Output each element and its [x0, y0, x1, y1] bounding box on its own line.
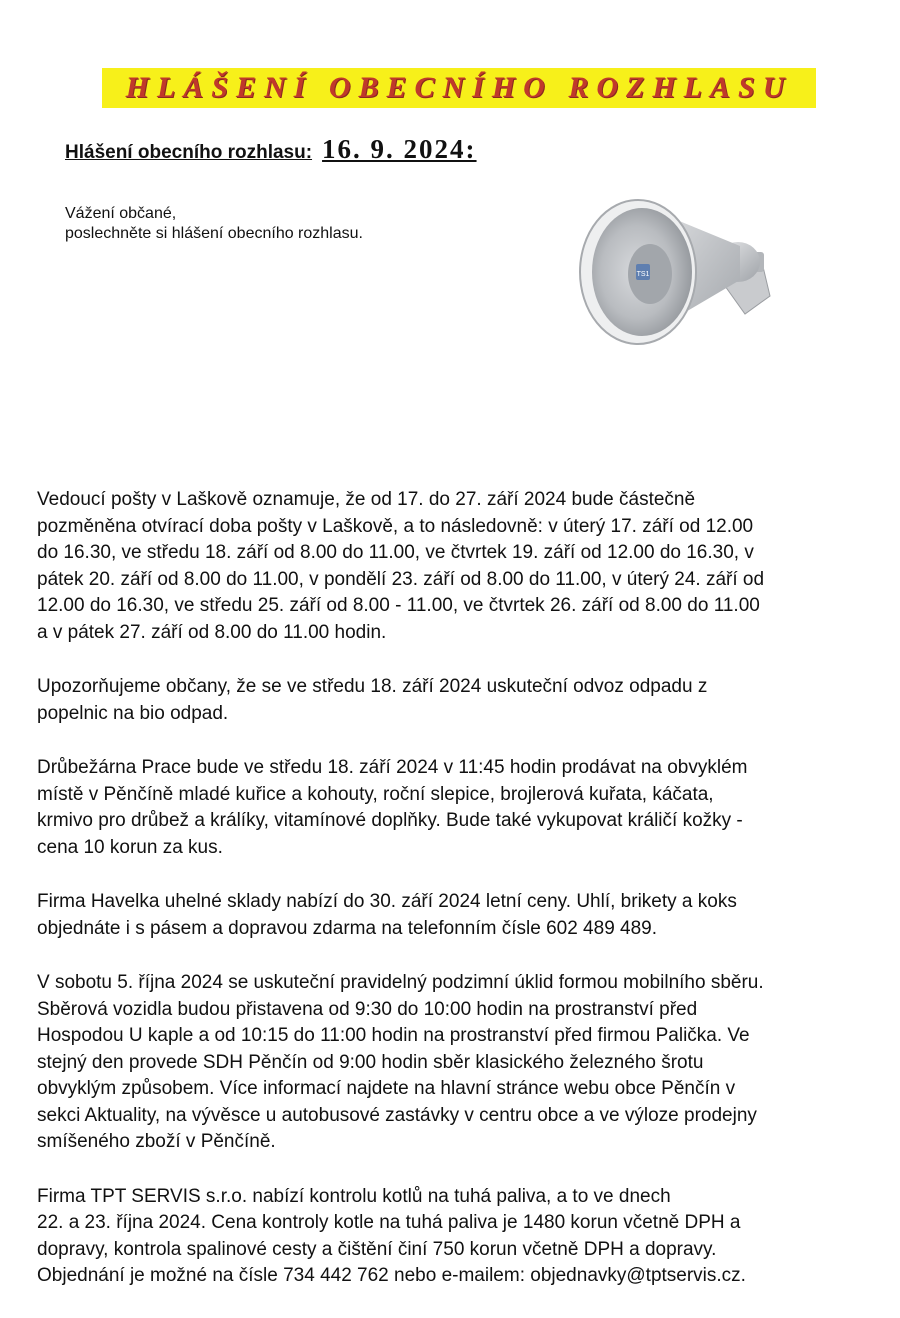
text-line: místě v Pěnčíně mladé kuřice a kohouty, roční slepice, brojlerová kuřata, káčata, — [37, 783, 714, 805]
announcement-post-office — [37, 487, 867, 646]
title-banner — [102, 68, 816, 108]
text-line: Objednání je možné na čísle 734 442 762 nebo e-mailem: objednavky@tptservis.cz. — [37, 1265, 746, 1286]
text-line: sekci Aktuality, na vývěsce u autobusové zastávky v centru obce a ve výloze prodejny — [37, 1104, 757, 1126]
text-line: popelnic na bio odpad. — [37, 702, 229, 724]
text-line: smíšeného zboží v Pěnčíně. — [37, 1131, 276, 1152]
text-line: do 16.30, ve středu 18. září od 8.00 do 11.00, ve čtvrtek 19. září od 12.00 do 16.30, v — [37, 542, 754, 563]
text-line: Hospodou U kaple a od 10:15 do 11:00 hodin na prostranství před firmou Palička. Ve — [37, 1025, 750, 1046]
text-line: 12.00 do 16.30, ve středu 25. září od 8.00 - 11.00, ve čtvrtek 26. září od 8.00 do 11.00 — [37, 595, 760, 616]
greeting-line: poslechněte si hlášení obecního rozhlasu. — [65, 225, 363, 242]
text-line: obvyklým způsobem. Více informací najdete na hlavní stránce webu obce Pěnčín v — [37, 1078, 736, 1099]
greeting — [65, 204, 363, 244]
loudspeaker-icon — [570, 184, 790, 364]
date-heading — [65, 134, 477, 165]
announcements — [37, 487, 867, 1318]
text-line: a v pátek 27. září od 8.00 do 11.00 hodin. — [37, 621, 387, 643]
announcement-collection — [37, 970, 867, 1156]
announcement-poultry — [37, 755, 867, 861]
text-line: 22. a 23. října 2024. Cena kontroly kotle na tuhá paliva je 1480 korun včetně DPH a — [37, 1212, 741, 1233]
svg-text:TS1: TS1 — [636, 271, 650, 278]
text-line: stejný den provede SDH Pěnčín od 9:00 hodin sběr klasického železného šrotu — [37, 1051, 704, 1073]
text-line: objednáte i s pásem a dopravou zdarma na telefonním čísle 602 489 489. — [37, 917, 658, 939]
announcement-coal — [37, 889, 867, 942]
text-line: Drůbežárna Prace bude ve středu 18. září 2024 v 11:45 hodin prodávat na obvyklém — [37, 757, 748, 778]
greeting-line: Vážení občané, — [65, 205, 177, 222]
announcement-boiler-check — [37, 1184, 867, 1290]
text-line: Firma Havelka uhelné sklady nabízí do 30. září 2024 letní ceny. Uhlí, brikety a koks — [37, 891, 737, 912]
text-line: V sobotu 5. října 2024 se uskuteční pravidelný podzimní úklid formou mobilního sběru. — [37, 972, 764, 993]
text-line: pátek 20. září od 8.00 do 11.00, v pondělí 23. září od 8.00 do 11.00, v úterý 24. září od — [37, 568, 765, 590]
text-line: cena 10 korun za kus. — [37, 836, 223, 858]
date-value: 16. 9. 2024: — [322, 134, 477, 164]
text-line: krmivo pro drůbež a králíky, vitamínové doplňky. Bude také vykupovat králičí kožky - — [37, 810, 743, 831]
text-line: Upozorňujeme občany, že se ve středu 18. září 2024 uskuteční odvoz odpadu z — [37, 676, 708, 697]
text-line: dopravy, kontrola spalinové cesty a čištění činí 750 korun včetně DPH a dopravy. — [37, 1238, 717, 1260]
text-line: Vedoucí pošty v Laškově oznamuje, že od 17. do 27. září 2024 bude částečně — [37, 489, 696, 510]
text-line: Sběrová vozidla budou přistavena od 9:30 do 10:00 hodin na prostranství před — [37, 998, 698, 1020]
text-line: Firma TPT SERVIS s.r.o. nabízí kontrolu kotlů na tuhá paliva, a to ve dnech — [37, 1185, 671, 1207]
page-title: HLÁŠENÍ OBECNÍHO ROZHLASU — [125, 71, 793, 104]
date-label: Hlášení obecního rozhlasu: — [65, 142, 313, 163]
text-line: pozměněna otvírací doba pošty v Laškově, a to následovně: v úterý 17. září od 12.00 — [37, 515, 754, 537]
announcement-bio-waste — [37, 674, 867, 727]
